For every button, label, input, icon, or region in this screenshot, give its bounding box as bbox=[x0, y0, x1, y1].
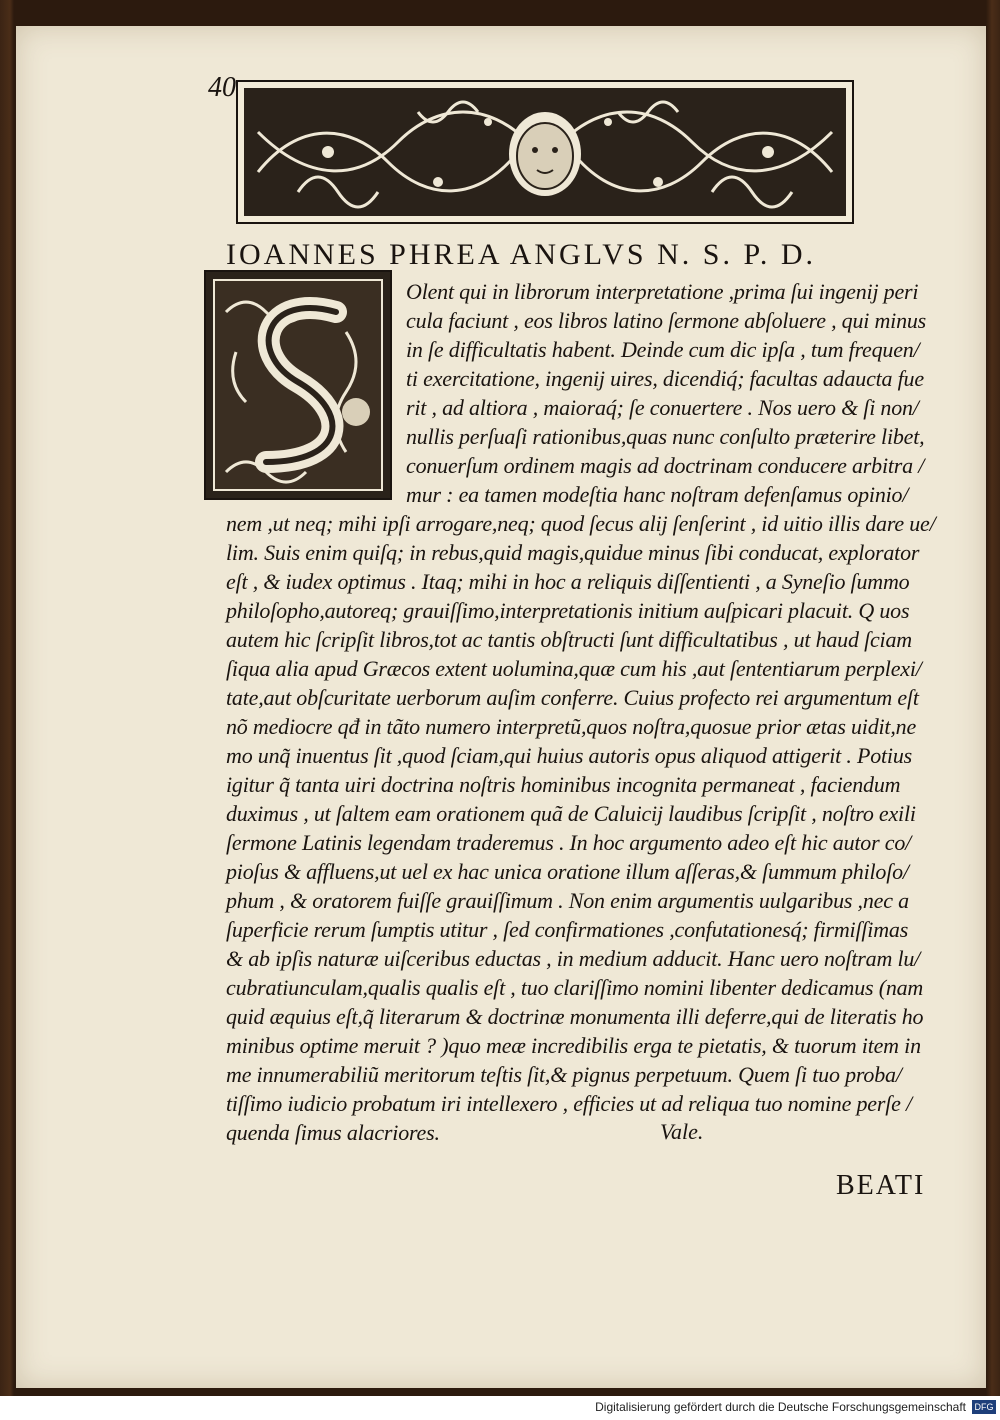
text-line: quenda ſimus alacriores. bbox=[226, 1120, 440, 1145]
text-line: mo unq̃ inuentus ſit ,quod ſciam,qui huius autoris opus aliquod attigerit . Potius bbox=[226, 743, 912, 768]
text-line: eſt , & iudex optimus . Itaq; mihi in hoc a reliquis diſſentienti , a Syneſio ſummo bbox=[226, 569, 910, 594]
text-line: cula faciunt , eos libros latino ſermone abſoluere , qui minus bbox=[406, 308, 927, 333]
text-line: philoſopho,autoreq; grauiſſimo,interpretationis initium auſpicari placuit. Q uos bbox=[226, 598, 910, 623]
text-line: cubratiunculam,qualis qualis eſt , tuo clariſſimo nomini libenter dedicamus (nam bbox=[226, 975, 924, 1000]
text-line: pioſus & affluens,ut uel ex hac unica oratione illum aſſeras,& ſummum philoſo/ bbox=[226, 859, 909, 884]
text-line: mur : ea tamen modeſtia hanc noſtram defenſamus opinio/ bbox=[406, 482, 909, 507]
text-line: ti exercitatione, ingenij uires, dicendiq́; facultas adaucta fue bbox=[406, 366, 924, 391]
text-line: ſuperficie rerum ſumptis utitur , ſed confirmationes ,confutationesq́; firmiſſimas bbox=[226, 917, 909, 942]
text-line: duximus , ut ſaltem eam orationem quã de Caluicij laudibus ſcripſit , noſtro exili bbox=[226, 801, 916, 826]
text-line: ſiqua alia apud Græcos extent uolumina,quæ cum his ,aut ſententiarum perplexi/ bbox=[226, 656, 922, 681]
text-line: conuerſum ordinem magis ad doctrinam conducere arbitra / bbox=[406, 453, 925, 478]
text-line: phum , & oratorem fuiſſe grauiſſimum . Non enim argumentis uulgaribus ,nec a bbox=[226, 888, 909, 913]
text-line: rit , ad altiora , maioraq́; ſe conuertere . Nos uero & ſi non/ bbox=[406, 395, 919, 420]
digitization-footer bbox=[0, 1396, 1000, 1420]
text-line: & ab ipſis naturæ uiſceribus eductas , in medium adducit. Hanc uero noſtram lu/ bbox=[226, 946, 921, 971]
text-line: quid æquius eſt,q̃ literarum & doctrinæ monumenta illi deferre,qui de literatis ho bbox=[226, 1004, 924, 1029]
text-line: lim. Suis enim quiſq; in rebus,quid magis,quidue minus ſibi conducat, explorator bbox=[226, 540, 920, 565]
text-line: nõ mediocre qđ in tãto numero interpretũ,quos noſtra,quosue prior ætas uidit,ne bbox=[226, 714, 917, 739]
initial-letter bbox=[206, 272, 390, 498]
text-line: nullis perſuaſi rationibus,quas nunc conſulto præterire libet, bbox=[406, 424, 925, 449]
woodcut-headpiece bbox=[236, 80, 854, 224]
ornament-foliage-icon bbox=[238, 82, 852, 222]
text-line: in ſe difficultatis habent. Deinde cum dic ipſa , tum frequen/ bbox=[406, 337, 920, 362]
text-line: me innumerabiliũ meritorum teſtis ſit,& pignus perpetuum. Quem ſi tuo proba/ bbox=[226, 1062, 902, 1087]
text-line: tate,aut obſcuritate uerborum auſim conferre. Cuius profecto rei argumentum eſt bbox=[226, 685, 919, 710]
text-line: nem ,ut neq; mihi ipſi arrogare,neq; quod ſecus alij ſenſerint , id uitio illis dare ue/ bbox=[226, 511, 936, 536]
footer-credit: Digitalisierung gefördert durch die Deutsche Forschungsgemeinschaft bbox=[595, 1400, 966, 1414]
text-line: minibus optime meruit ? )quo meæ incredibilis erga te pietatis, & tuorum item in bbox=[226, 1033, 921, 1058]
text-line: Olent qui in librorum interpretatione ,prima ſui ingenij peri bbox=[406, 279, 919, 304]
text-line: igitur q̃ tanta uiri doctrina noſtris hominibus incognita permaneat , faciendum bbox=[226, 772, 901, 797]
text-line: tiſſimo iudicio probatum iri intellexero , efficies ut ad reliqua tuo nomine perſe / bbox=[226, 1091, 912, 1116]
text-line: ſermone Latinis legendam traderemus . In hoc argumento adeo eſt hic autor co/ bbox=[226, 830, 912, 855]
closing-vale: Vale. bbox=[660, 1119, 704, 1144]
page-number: 40 bbox=[208, 72, 236, 103]
decorated-initial bbox=[204, 270, 392, 500]
text-line: autem hic ſcripſit libros,tot ac tantis obſtructi ſunt difficultatibus , ut haud ſciam bbox=[226, 627, 912, 652]
catchword: BEATI bbox=[836, 1170, 926, 1201]
page-heading: IOANNES PHREA ANGLVS N. S. P. D. bbox=[226, 238, 816, 271]
dfg-logo-icon: DFG bbox=[972, 1400, 996, 1414]
